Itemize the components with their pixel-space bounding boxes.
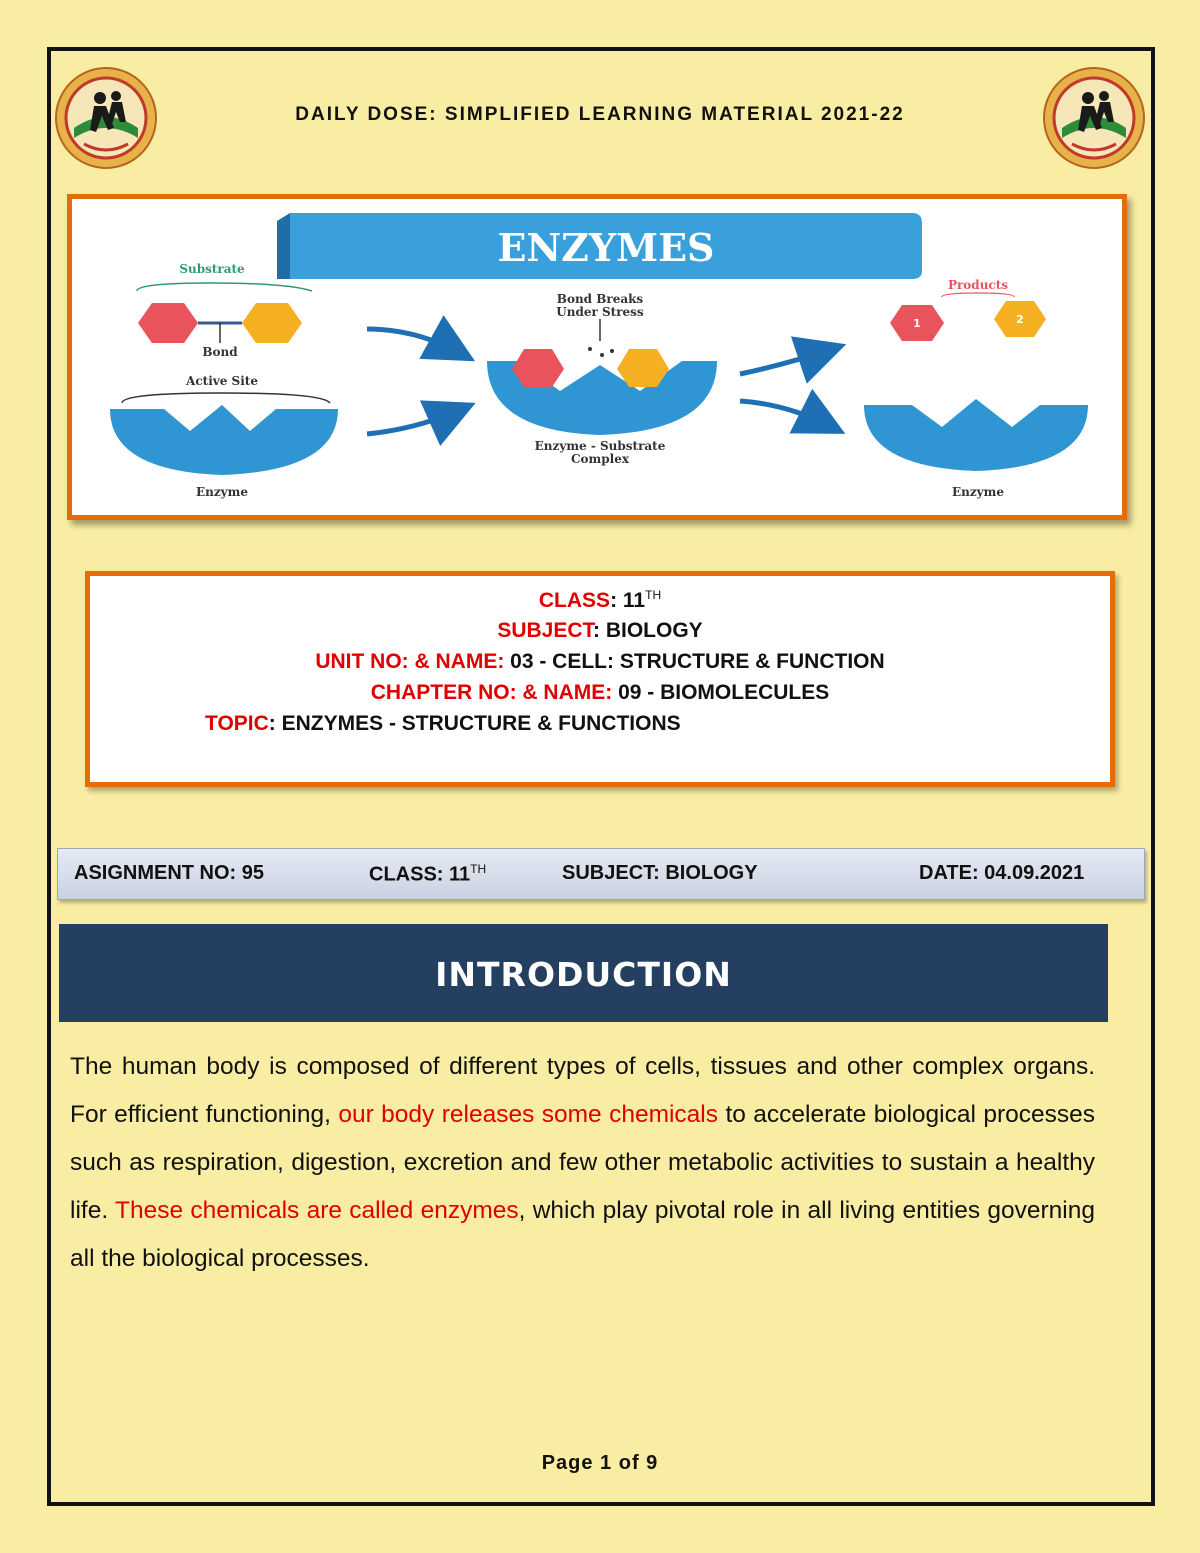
active-site-label: Active Site [186, 374, 258, 388]
topic-value: : ENZYMES - STRUCTURE & FUNCTIONS [268, 712, 681, 735]
unit-value: 03 - CELL: STRUCTURE & FUNCTION [504, 650, 885, 673]
subject-line [90, 619, 1110, 643]
introduction-heading: INTRODUCTION [435, 955, 732, 994]
subject-label: SUBJECT [497, 619, 594, 642]
school-emblem-logo [1042, 66, 1146, 170]
enzyme-right-label: Enzyme [952, 485, 1004, 499]
chapter-value: 09 - BIOMOLECULES [612, 681, 830, 704]
topic-line [205, 712, 681, 736]
products-label: Products [947, 278, 1009, 292]
class-info-box [85, 571, 1115, 787]
arrow-right-icon [740, 401, 832, 427]
document-header-title: DAILY DOSE: SIMPLIFIED LEARNING MATERIAL 2021-22 [295, 104, 905, 125]
substrate-hexagon-red [138, 303, 198, 343]
intro-highlight-2: These chemicals are called enzymes [114, 1197, 519, 1224]
assignment-subject: SUBJECT: BIOLOGY [562, 862, 758, 884]
enzyme-right-shape [864, 399, 1088, 471]
class-label: CLASS [538, 589, 611, 612]
assignment-number: ASIGNMENT NO: 95 [74, 862, 265, 884]
substrate-hexagon-yellow [242, 303, 302, 343]
chapter-label: CHAPTER NO: & NAME: [370, 681, 613, 704]
assignment-bar [57, 848, 1145, 900]
intro-text-part-2: to accelerate biological processes such as respiration, digestion, excretion and few other metabolic activities to sustain a healthy life. [70, 1101, 1095, 1224]
class-line [90, 588, 1110, 613]
bond-label: Bond [202, 345, 238, 359]
unit-label: UNIT NO: & NAME: [315, 650, 505, 673]
arrow-right-icon [367, 409, 462, 434]
subject-value: : BIOLOGY [593, 619, 703, 642]
school-emblem-logo [54, 66, 158, 170]
enzyme-diagram [72, 199, 1122, 515]
complex-label-line1: Enzyme - Substrate [534, 439, 666, 453]
bond-breaks-label-line2: Under Stress [556, 305, 644, 319]
bond-breaks-label-line1: Bond Breaks [556, 292, 644, 306]
page-number: Page 1 of 9 [541, 1452, 659, 1474]
intro-highlight-1: our body releases some chemicals [338, 1101, 719, 1128]
substrate-label: Substrate [179, 262, 245, 276]
product-1-label: 1 [913, 317, 921, 330]
intro-text-part-3: , which play pivotal role in all living entities governing all the biological processes. [70, 1197, 1095, 1272]
enzyme-left-shape [110, 405, 338, 475]
unit-line [90, 650, 1110, 674]
assignment-date: DATE: 04.09.2021 [919, 862, 1085, 884]
introduction-paragraph [70, 1043, 1095, 1283]
arrow-right-icon [367, 329, 462, 354]
intro-text-part-1: The human body is composed of different types of cells, tissues and other complex organs. For efficient functioning, [70, 1053, 1095, 1128]
complex-label-line2: Complex [571, 452, 629, 466]
assignment-class-superscript: TH [470, 862, 487, 876]
product-2-label: 2 [1016, 313, 1024, 326]
topic-label: TOPIC [205, 712, 269, 735]
chapter-line [90, 681, 1110, 705]
assignment-class [369, 862, 486, 887]
introduction-heading-bar [59, 924, 1108, 1022]
figure-title: ENZYMES [497, 225, 715, 270]
enzyme-diagram-figure [67, 194, 1127, 520]
assignment-class-text: CLASS: 11 [369, 863, 471, 886]
class-value: : 11 [610, 589, 646, 612]
arrow-right-icon [740, 349, 832, 374]
enzyme-left-label: Enzyme [196, 485, 248, 499]
class-superscript: TH [645, 588, 662, 602]
